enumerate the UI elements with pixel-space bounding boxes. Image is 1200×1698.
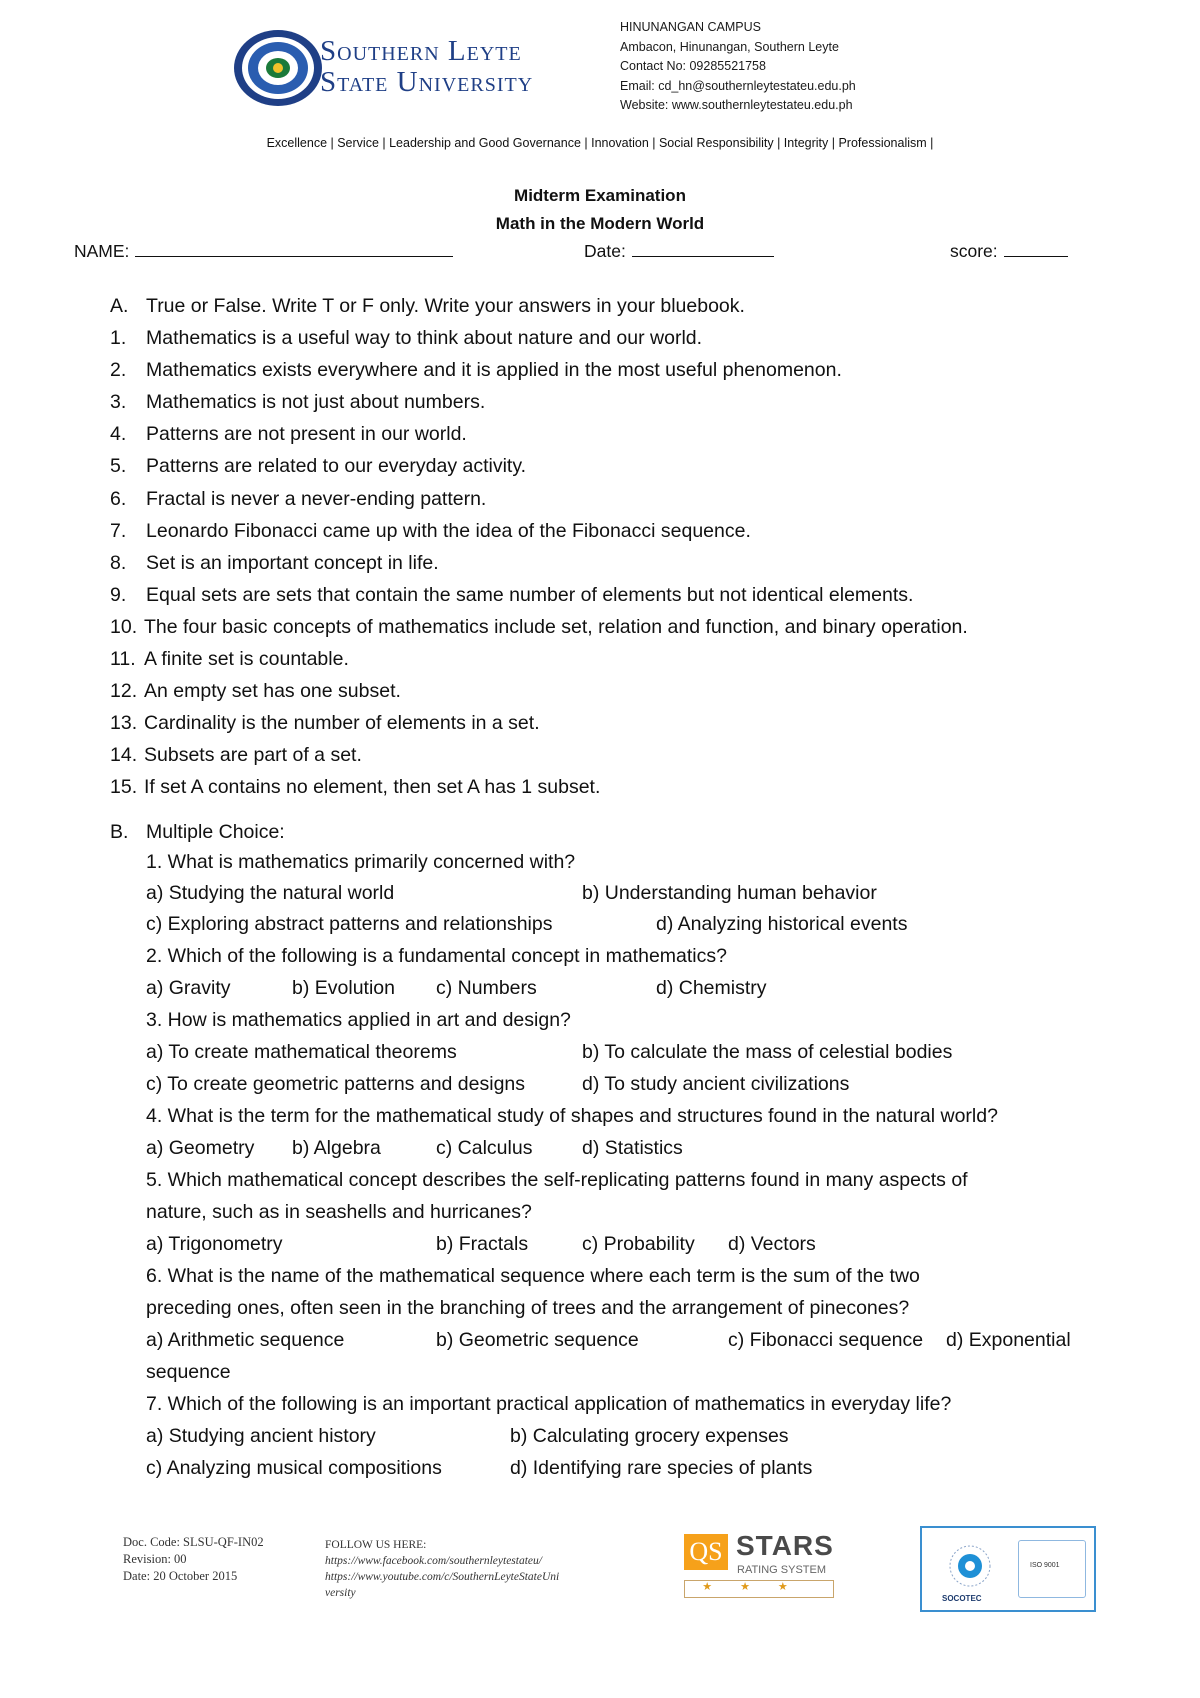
item-number: 13.	[110, 712, 138, 734]
date-field[interactable]	[584, 240, 774, 262]
question-text: 4. What is the term for the mathematical study of shapes and structures found in the natural world?	[146, 1105, 998, 1127]
option-c: c) Analyzing musical compositions	[146, 1457, 442, 1479]
star-icon: ★★★	[702, 1581, 816, 1593]
name-blank[interactable]	[135, 240, 453, 257]
item-number: 3.	[110, 391, 127, 413]
qs-stars-title: STARS	[736, 1530, 834, 1561]
date-label: Date:	[584, 241, 626, 261]
option-a: a) To create mathematical theorems	[146, 1041, 457, 1063]
item-statement: A finite set is countable.	[144, 648, 349, 670]
option-c: c) Numbers	[436, 977, 537, 999]
item-number: 14.	[110, 744, 138, 766]
campus-contact: Contact No: 09285521758	[620, 59, 766, 73]
doc-date: Date: 20 October 2015	[123, 1569, 238, 1583]
item-statement: An empty set has one subset.	[144, 680, 401, 702]
university-seal-logo	[232, 28, 324, 108]
facebook-link[interactable]: https://www.facebook.com/southernleytestateu/	[325, 1555, 542, 1567]
option-c: c) Fibonacci sequence	[728, 1329, 924, 1351]
doc-code: Doc. Code: SLSU-QF-IN02	[123, 1535, 264, 1549]
question-text: preceding ones, often seen in the branching of trees and the arrangement of pinecones?	[146, 1297, 910, 1319]
item-statement: Patterns are not present in our world.	[146, 423, 467, 445]
university-name-line2: State University	[320, 66, 534, 98]
item-statement: Mathematics exists everywhere and it is applied in the most useful phenomenon.	[146, 359, 842, 381]
question-text: 2. Which of the following is a fundamental concept in mathematics?	[146, 945, 727, 967]
option-d: d) Analyzing historical events	[656, 913, 908, 935]
option-b: b) Fractals	[436, 1233, 529, 1255]
option-a: a) Trigonometry	[146, 1233, 283, 1255]
option-b: b) Understanding human behavior	[582, 882, 877, 904]
option-d: d) Exponential	[946, 1329, 1071, 1351]
iso-label: ISO 9001	[1030, 1562, 1060, 1569]
exam-title: Midterm Examination	[514, 186, 686, 205]
item-statement: Leonardo Fibonacci came up with the idea of the Fibonacci sequence.	[146, 520, 751, 542]
option-b: b) Geometric sequence	[436, 1329, 639, 1351]
part-b-title: Multiple Choice:	[146, 821, 285, 843]
item-number: 7.	[110, 520, 127, 542]
item-number: 1.	[110, 327, 127, 349]
item-statement: The four basic concepts of mathematics include set, relation and function, and binary operation.	[144, 616, 968, 638]
option-d-continued: sequence	[146, 1361, 231, 1383]
option-b: b) Evolution	[292, 977, 395, 999]
item-statement: Patterns are related to our everyday activity.	[146, 455, 527, 477]
item-number: 9.	[110, 584, 127, 606]
score-label: score:	[950, 241, 998, 261]
option-a: a) Studying ancient history	[146, 1425, 376, 1447]
item-number: 8.	[110, 552, 127, 574]
campus-name: HINUNANGAN CAMPUS	[620, 20, 761, 34]
university-name	[320, 36, 533, 98]
item-statement: Subsets are part of a set.	[144, 744, 362, 766]
part-a-instructions: True or False. Write T or F only. Write your answers in your bluebook.	[146, 295, 745, 317]
follow-label: FOLLOW US HERE:	[325, 1539, 427, 1551]
option-a: a) Gravity	[146, 977, 231, 999]
option-b: b) Algebra	[292, 1137, 381, 1159]
item-statement: If set A contains no element, then set A has 1 subset.	[144, 776, 601, 798]
date-blank[interactable]	[632, 240, 774, 257]
document-control	[123, 1534, 264, 1585]
score-blank[interactable]	[1004, 240, 1068, 257]
qs-badge: QS	[684, 1534, 728, 1570]
question-text: 1. What is mathematics primarily concerned with?	[146, 851, 576, 873]
item-number: 12.	[110, 680, 138, 702]
qs-rating-label: RATING SYSTEM	[737, 1564, 827, 1576]
question-text: nature, such as in seashells and hurricanes?	[146, 1201, 532, 1223]
item-statement: Mathematics is a useful way to think about nature and our world.	[146, 327, 703, 349]
question-text: 7. Which of the following is an important practical application of mathematics in everyday life?	[146, 1393, 952, 1415]
iso-box	[1018, 1540, 1086, 1598]
option-a: a) Arithmetic sequence	[146, 1329, 345, 1351]
question-text: 6. What is the name of the mathematical sequence where each term is the sum of the two	[146, 1265, 920, 1287]
item-number: 11.	[110, 648, 136, 670]
option-d: d) Statistics	[582, 1137, 683, 1159]
item-statement: Mathematics is not just about numbers.	[146, 391, 486, 413]
campus-website: Website: www.southernleytestateu.edu.ph	[620, 98, 853, 112]
campus-address: Ambacon, Hinunangan, Southern Leyte	[620, 39, 839, 54]
item-number: 10.	[110, 616, 138, 638]
campus-email: Email: cd_hn@southernleytestateu.edu.ph	[620, 78, 856, 93]
item-statement: Equal sets are sets that contain the same number of elements but not identical elements.	[146, 584, 914, 606]
item-number: 15.	[110, 776, 138, 798]
certifier-name: SOCOTEC	[942, 1594, 982, 1603]
option-c: c) To create geometric patterns and designs	[146, 1073, 526, 1095]
university-name-line1: Southern Leyte	[320, 35, 522, 67]
campus-info	[620, 18, 856, 116]
part-b-letter: B.	[110, 821, 129, 843]
follow-us	[325, 1537, 559, 1601]
item-statement: Cardinality is the number of elements in a set.	[144, 712, 540, 734]
option-d: d) Chemistry	[656, 977, 767, 999]
item-number: 5.	[110, 455, 127, 477]
item-number: 2.	[110, 359, 127, 381]
socotec-logo-icon	[944, 1542, 996, 1590]
option-d: d) Identifying rare species of plants	[510, 1457, 813, 1479]
item-number: 6.	[110, 488, 127, 510]
item-statement: Set is an important concept in life.	[146, 552, 439, 574]
name-label: NAME:	[74, 241, 130, 261]
option-c: c) Calculus	[436, 1137, 533, 1159]
option-a: a) Studying the natural world	[146, 882, 395, 904]
option-d: d) Vectors	[728, 1233, 816, 1255]
option-c: c) Exploring abstract patterns and relationships	[146, 913, 553, 935]
option-c: c) Probability	[582, 1233, 695, 1255]
question-text: 3. How is mathematics applied in art and design?	[146, 1009, 571, 1031]
youtube-link-continued[interactable]: versity	[325, 1587, 356, 1599]
exam-subject: Math in the Modern World	[495, 214, 705, 233]
iso-certification-badge	[920, 1526, 1096, 1612]
item-statement: Fractal is never a never-ending pattern.	[146, 488, 487, 510]
score-field[interactable]	[950, 240, 1068, 262]
doc-revision: Revision: 00	[123, 1552, 187, 1566]
qs-stars-logo	[684, 1530, 834, 1600]
option-d: d) To study ancient civilizations	[582, 1073, 850, 1095]
part-a-letter: A.	[110, 295, 129, 317]
question-text: 5. Which mathematical concept describes the self-replicating patterns found in many aspects of	[146, 1169, 968, 1191]
core-values: Excellence | Service | Leadership and Good Governance | Innovation | Social Responsibility | Integrity | Professionalism |	[266, 136, 934, 150]
option-b: b) Calculating grocery expenses	[510, 1425, 789, 1447]
youtube-link[interactable]: https://www.youtube.com/c/SouthernLeyteStateUni	[325, 1571, 560, 1583]
item-number: 4.	[110, 423, 127, 445]
name-field[interactable]	[74, 240, 453, 262]
option-a: a) Geometry	[146, 1137, 255, 1159]
option-b: b) To calculate the mass of celestial bodies	[582, 1041, 953, 1063]
